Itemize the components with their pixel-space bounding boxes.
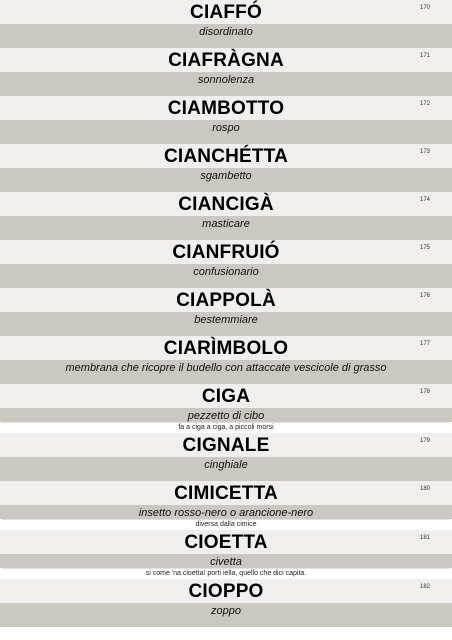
entry-definition: sgambetto bbox=[0, 168, 452, 192]
entry-word: CIAMBOTTO bbox=[167, 98, 285, 119]
entry-number: 179 bbox=[419, 438, 430, 444]
entry-header bbox=[0, 530, 452, 554]
entry-number: 177 bbox=[419, 341, 430, 347]
entry-header bbox=[0, 48, 452, 72]
entry-word: CIGA bbox=[201, 386, 251, 407]
entry-word: CIARÌMBOLO bbox=[163, 338, 289, 359]
entry-definition: insetto rosso-nero o arancione-nero bbox=[0, 505, 452, 519]
entry-definition: masticare bbox=[0, 216, 452, 240]
entry bbox=[0, 0, 452, 48]
entry-header bbox=[0, 579, 452, 603]
entry bbox=[0, 530, 452, 579]
entry-header bbox=[0, 192, 452, 216]
entry-number: 182 bbox=[419, 584, 430, 590]
entry-header bbox=[0, 96, 452, 120]
entry-definition: civetta bbox=[0, 554, 452, 568]
entry-definition: zoppo bbox=[0, 603, 452, 627]
entry bbox=[0, 144, 452, 192]
entry-number: 170 bbox=[419, 5, 430, 11]
entry-number: 172 bbox=[419, 101, 430, 107]
entry-number: 181 bbox=[419, 535, 430, 541]
entry-word: CIOPPO bbox=[188, 581, 264, 602]
entry-word: CIAFFÓ bbox=[190, 2, 262, 23]
entry-header bbox=[0, 481, 452, 505]
entry-number: 175 bbox=[419, 245, 430, 251]
entry-example: fa a ciga a ciga, a piccoli morsi bbox=[2, 422, 450, 433]
entry bbox=[0, 48, 452, 96]
entry bbox=[0, 433, 452, 481]
entry-number: 178 bbox=[419, 389, 430, 395]
entry bbox=[0, 579, 452, 627]
entry-word: CIAPPOLÀ bbox=[176, 290, 276, 311]
entry-definition: disordinato bbox=[0, 24, 452, 48]
entry-example: si come 'na cioetta! porti iella, quello che dici capita. bbox=[2, 568, 450, 579]
entry bbox=[0, 384, 452, 433]
entry-number: 171 bbox=[419, 53, 430, 59]
entry-word: CIOETTA bbox=[184, 532, 268, 553]
entry bbox=[0, 481, 452, 530]
entry-definition: confusionario bbox=[0, 264, 452, 288]
entry bbox=[0, 336, 452, 384]
entry bbox=[0, 288, 452, 336]
entry-definition: membrana che ricopre il budello con attaccate vescicole di grasso bbox=[0, 360, 452, 384]
entry-definition: pezzetto di cibo bbox=[0, 408, 452, 422]
entry-header bbox=[0, 433, 452, 457]
entry-word: CIANCHÉTTA bbox=[163, 146, 289, 167]
entry-word: CIAFRÀGNA bbox=[168, 50, 284, 71]
entry-example: diversa dalla cimice bbox=[2, 519, 450, 530]
entry bbox=[0, 192, 452, 240]
entry-word: CIANFRUIÓ bbox=[172, 242, 280, 263]
entry-header bbox=[0, 288, 452, 312]
entry-definition: rospo bbox=[0, 120, 452, 144]
entry-word: CIMICETTA bbox=[174, 483, 278, 504]
entry bbox=[0, 96, 452, 144]
entry-header bbox=[0, 384, 452, 408]
entry-word: CIANCIGÀ bbox=[178, 194, 274, 215]
entry bbox=[0, 240, 452, 288]
entry-number: 180 bbox=[419, 486, 430, 492]
entry-number: 174 bbox=[419, 197, 430, 203]
entry-number: 176 bbox=[419, 293, 430, 299]
entry-header bbox=[0, 336, 452, 360]
entry-definition: sonnolenza bbox=[0, 72, 452, 96]
entry-word: CIGNALE bbox=[182, 435, 270, 456]
entry-definition: cinghiale bbox=[0, 457, 452, 481]
entry-header bbox=[0, 0, 452, 24]
entry-header bbox=[0, 144, 452, 168]
entry-header bbox=[0, 240, 452, 264]
entry-number: 173 bbox=[419, 149, 430, 155]
entry-definition: bestemmiare bbox=[0, 312, 452, 336]
